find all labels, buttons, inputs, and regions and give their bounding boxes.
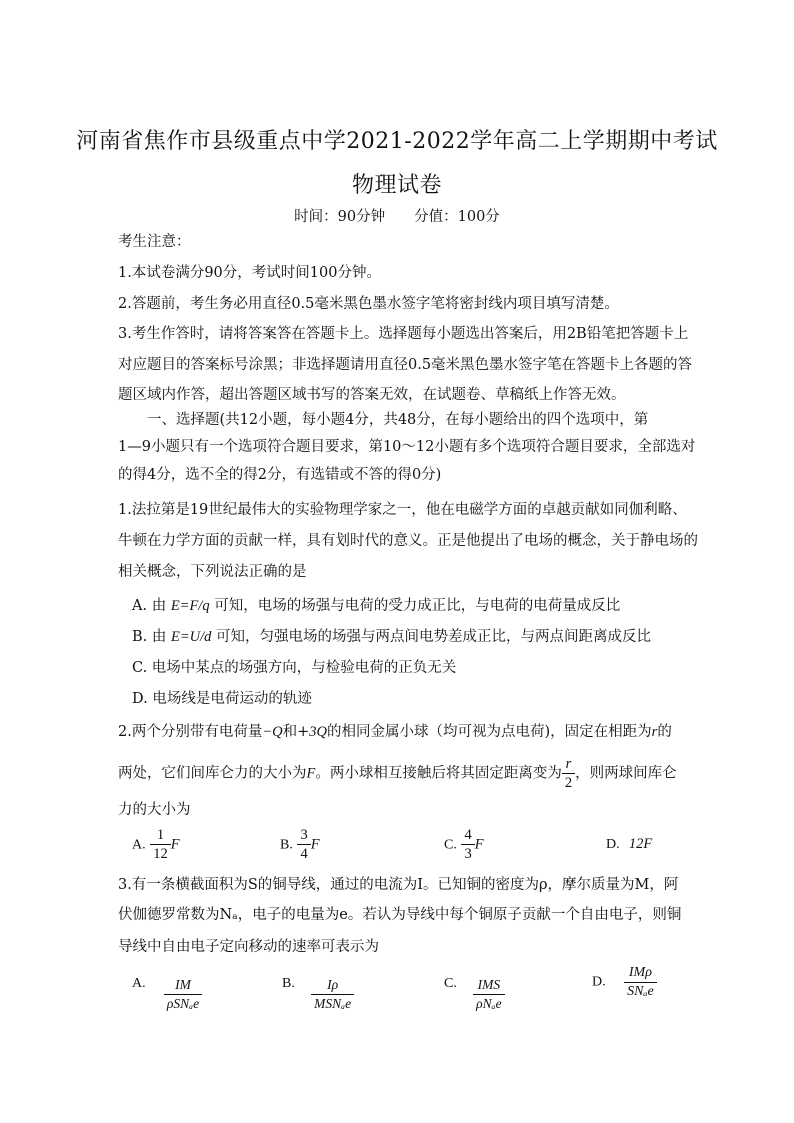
q1-option-a: A. 由 E=F/q 可知，电场的场强与电荷的受力成正比，与电荷的电荷量成反比 <box>132 598 621 614</box>
notice-item: 对应题目的答案标号涂黑；非选择题请用直径0.5毫米黑色墨水签字笔在答题卡上各题的答 <box>118 357 693 373</box>
q2-option-a: A. $\frac{1}{12}$ F <box>132 827 180 862</box>
notice-heading: 考生注意： <box>118 234 191 250</box>
q3-option-b: B. $\frac{I\rho}{\text{MSNₐe}}$ <box>282 976 354 1013</box>
q3-option-d: D. $\frac{\text{IMρ}}{\text{SNₐe}}$ <box>592 964 657 1001</box>
q2-stem-line3: 力的大小为 <box>118 802 191 818</box>
q1-stem: 1.法拉第是19世纪最伟大的实验物理学家之一，他在电磁学方面的卓越贡献如同伽利略、 <box>118 502 687 518</box>
notice-item: 1.本试卷满分90分，考试时间100分钟。 <box>118 265 381 281</box>
q1-option-b: B. 由 E=U/d 可知，匀强电场的场强与两点间电势差成正比，与两点间距离成反比 <box>132 629 651 645</box>
q2-option-c: C. $\frac{4}{3}$ F <box>444 827 484 862</box>
q3-stem: 伏伽德罗常数为Nₐ，电子的电量为e。若认为导线中每个铜原子贡献一个自由电子，则铜 <box>118 907 682 923</box>
notice-item: 3.考生作答时，请将答案答在答题卡上。选择题每小题选出答案后，用2B铅笔把答题卡上 <box>118 326 689 342</box>
section-heading: 一、选择题(共12小题，每小题4分，共48分，在每小题给出的四个选项中，第 <box>118 412 649 428</box>
q3-option-c: C. $\frac{\text{IMS}}{\text{ρNₐe}}$ <box>444 976 505 1013</box>
section-text: 1—9小题只有一个选项符合题目要求，第10～12小题有多个选项符合题目要求，全部选对 <box>118 439 696 455</box>
q3-stem: 3.有一条横截面积为S的铜导线，通过的电流为I。已知铜的密度为ρ，摩尔质量为M，阿 <box>118 877 679 893</box>
exam-title: 河南省焦作市县级重点中学2021-2022学年高二上学期期中考试 <box>76 129 718 154</box>
q1-option-c: C. 电场中某点的场强方向，与检验电荷的正负无关 <box>132 660 457 676</box>
q3-stem: 导线中自由电子定向移动的速率可表示为 <box>118 939 379 955</box>
q1-stem: 牛顿在力学方面的贡献一样，具有划时代的意义。正是他提出了电场的概念，关于静电场的 <box>118 533 698 549</box>
notice-item: 2.答题前，考生务必用直径0.5毫米黑色墨水签字笔将密封线内项目填写清楚。 <box>118 296 619 312</box>
time-score: 时间：90分钟 分值：100分 <box>294 209 500 225</box>
q1-option-d: D. 电场线是电荷运动的轨迹 <box>132 691 312 707</box>
q2-stem-line1: 2.两个分别带有电荷量−Q和+3Q的相同金属小球（均可视为点电荷)，固定在相距为r的 <box>118 724 672 740</box>
q2-option-b: B. $\frac{3}{4}$ F <box>280 827 320 862</box>
q2-fraction: $\frac{r}{2}$ <box>562 755 575 792</box>
exam-subtitle: 物理试卷 <box>351 173 442 198</box>
q3-option-a: A. $\frac{IM}{\text{ρSNₐe}}$ <box>132 976 202 1013</box>
q2-option-d: D. 12F <box>606 836 653 852</box>
q2-stem-line2: 两处，它们间库仑力的大小为F。两小球相互接触后将其固定距离变为 $\frac{r}{2}$ ，则两球间库仑 <box>118 756 677 791</box>
section-text: 的得4分，选不全的得2分，有选错或不答的得0分) <box>118 467 442 483</box>
q1-stem: 相关概念，下列说法正确的是 <box>118 564 307 580</box>
notice-item: 题区域内作答，超出答题区域书写的答案无效，在试题卷、草稿纸上作答无效。 <box>118 387 626 403</box>
